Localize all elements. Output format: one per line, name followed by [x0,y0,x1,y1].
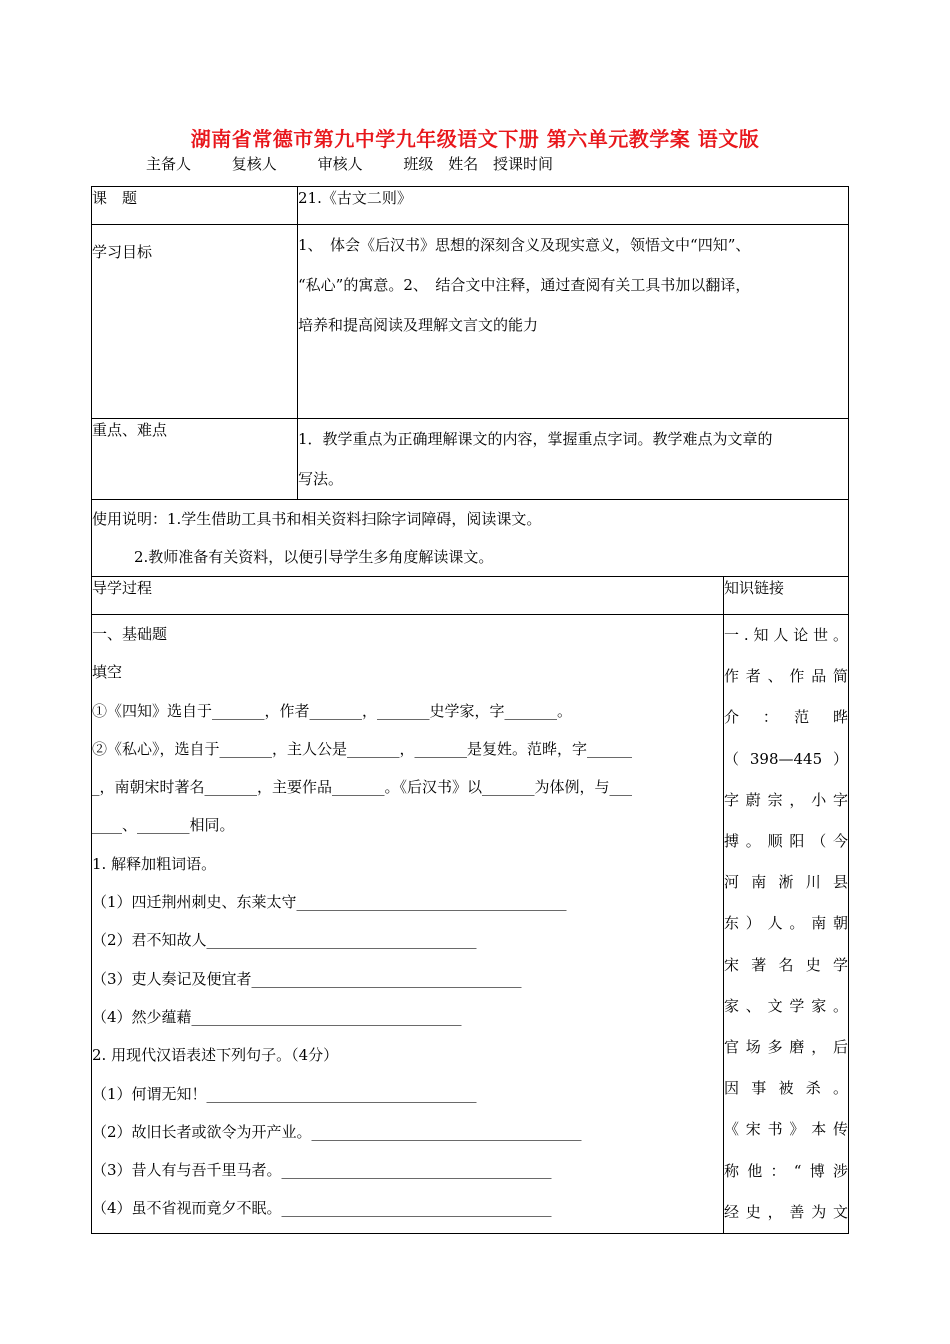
lesson-label: 课 题 [92,187,298,225]
knowledge-line: （398—445） [724,749,849,768]
knowledge-line: 东）人。南朝 [724,914,849,933]
explain-word-item: （3）吏人奏记及便宜者____________________________________ [92,969,522,988]
usage-line-1: 使用说明：1.学生借助工具书和相关资料扫除字词障碍，阅读课文。 [92,510,542,528]
section-header-row [92,577,849,615]
fill-blank-item: _，南朝宋时著名_______，主要作品_______。《后汉书》以_______为体例，与___ [92,778,633,797]
goals-line: 培养和提高阅读及理解文言文的能力 [298,316,539,334]
translate-item: （3）昔人有与吾千里马者。____________________________________ [92,1161,552,1180]
key-points-content [298,419,849,500]
explain-word-item: （1）四迁荆州刺史、东莱太守____________________________________ [92,893,567,912]
knowledge-line: 河南淅川县 [724,873,849,892]
knowledge-header: 知识链接 [724,577,849,615]
usage-row [92,500,849,577]
meta-auditor: 审核人 [317,155,363,173]
usage-notes [92,500,849,577]
explain-word-item: （4）然少蕴藉____________________________________ [92,1007,462,1026]
goals-line: 1、 体会《后汉书》思想的深刻含义及现实意义，领悟文中“四知”、 [298,236,751,254]
lesson-row [92,187,849,225]
goals-row [92,225,849,419]
translate-item: （1）何谓无知！____________________________________ [92,1084,477,1103]
process-content [92,615,724,1234]
fill-blank-heading: 填空 [92,663,123,682]
meta-preparer: 主备人 [146,155,192,173]
knowledge-line: 称他：“博涉 [724,1161,849,1180]
content-row [92,615,849,1234]
goals-line: “私心”的寓意。2、 结合文中注释，通过查阅有关工具书加以翻译， [298,276,751,294]
key-points-row [92,419,849,500]
goals-content [298,225,849,419]
meta-reviewer: 复核人 [231,155,277,173]
knowledge-line: 一.知人论世。 [724,626,849,644]
meta-class: 班级 [403,155,434,173]
fill-blank-item: ②《私心》，选自于_______，主人公是_______，_______是复姓。范晔，字______ [92,739,633,758]
translate-item: （4）虽不省视而竟夕不眠。____________________________________ [92,1199,552,1218]
fill-blank-item: ①《四知》选自于_______，作者_______，_______史学家，字_______。 [92,701,573,720]
knowledge-line: 字蔚宗，小字 [724,790,849,809]
knowledge-content [724,615,849,1234]
knowledge-line: 因事被杀。 [724,1079,849,1098]
explain-words-heading: 1. 解释加粗词语。 [92,854,217,873]
translate-heading: 2. 用现代汉语表述下列句子。（4分） [92,1046,339,1065]
knowledge-line: 《宋书》本传 [724,1120,849,1139]
key-points-line: 写法。 [298,470,344,488]
document-title: 湖南省常德市第九中学九年级语文下册 第六单元教学案 语文版 [190,127,760,151]
usage-line-2: 2.教师准备有关资料，以便引导学生多角度解读课文。 [134,548,494,566]
knowledge-line: 官场多磨，后 [724,1038,849,1057]
knowledge-line: 宋著名史学 [724,955,849,974]
staff-meta-row [146,153,573,174]
lesson-value: 21.《古文二则》 [298,187,849,225]
meta-name: 姓名 [448,155,479,173]
lesson-plan-table [91,186,849,1234]
knowledge-line: 家、文学家。 [724,996,849,1015]
knowledge-line: 搏。顺阳（今 [724,832,849,851]
translate-item: （2）故旧长者或欲令为开产业。____________________________________ [92,1122,582,1141]
basic-section-heading: 一、基础题 [92,625,168,643]
key-points-label: 重点、难点 [92,419,298,500]
goals-label: 学习目标 [92,225,298,419]
knowledge-line: 作者、作品简 [724,667,849,686]
process-header: 导学过程 [92,577,724,615]
fill-blank-item: ____、_______相同。 [92,816,235,835]
meta-lesson-time: 授课时间 [492,155,553,173]
knowledge-line: 经史，善为文 [724,1202,849,1221]
key-points-line: 1．教学重点为正确理解课文的内容，掌握重点字词。教学难点为文章的 [298,430,773,448]
explain-word-item: （2）君不知故人____________________________________ [92,931,477,950]
knowledge-line: 介 ： 范 晔 [724,708,849,727]
